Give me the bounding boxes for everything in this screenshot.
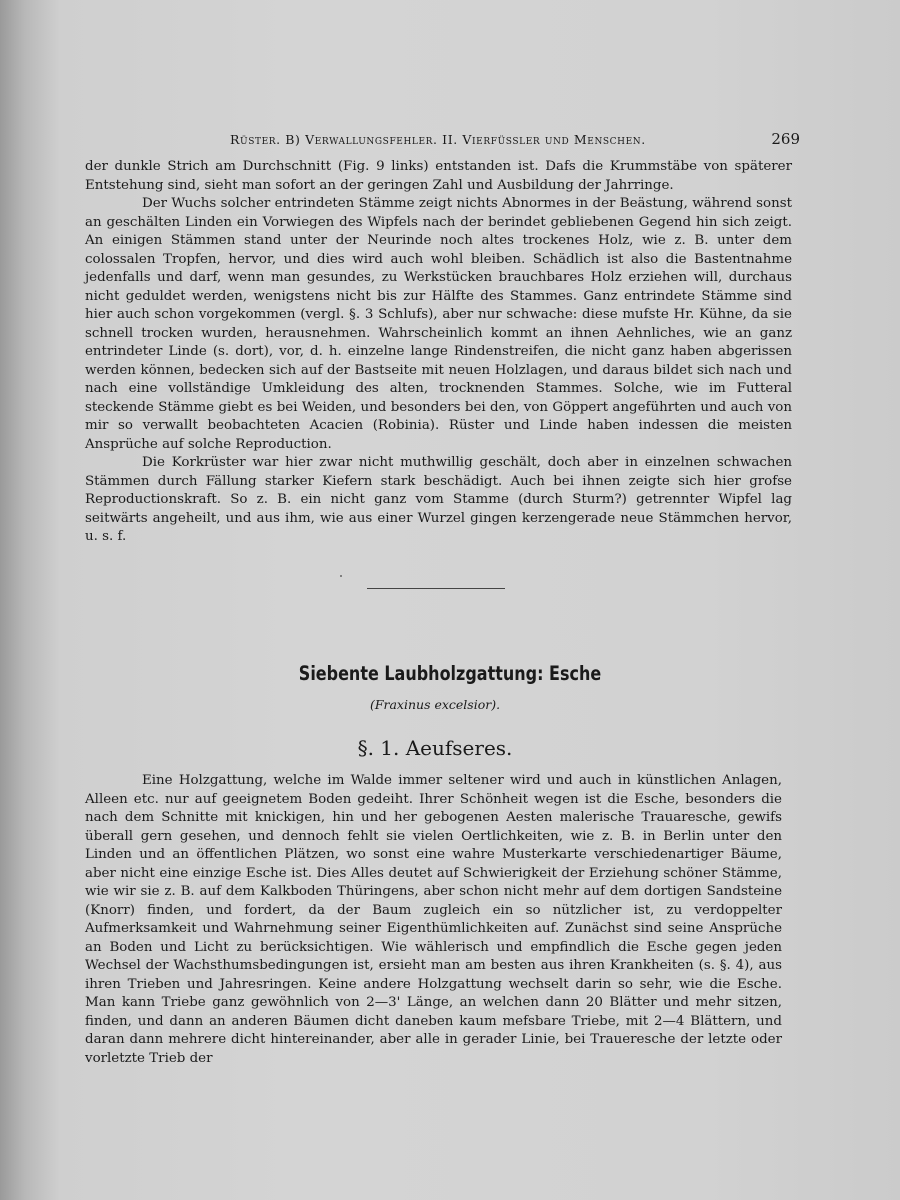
paragraph: Der Wuchs solcher entrindeten Stämme zeigt nichts Abnormes in der Beästung, während sonst an geschälten Linden ein Vorwiegen des Wipfels nach der berindet gebliebenen Gegend hin sich zeigt. An einigen Stämmen stand unter der Neurinde noch altes trockenes Holz, wie z. B. unter dem colossalen Tropfen, hervor, und dies wird auch wohl bleiben. Schädlich ist also die Bastentnahme jedenfalls und darf, wenn man gesundes, zu Werkstücken brauchbares Holz erziehen will, durchaus nicht geduldet werden, wenigstens nicht bis zur Hälfte des Stammes. Ganz entrindete Stämme sind hier auch schon vorgekommen (vergl. §. 3 Schlufs), aber nur schwache: diese mufste Hr. Kühne, da sie schnell trocken wurden, herausnehmen. Wahrscheinlich kommt an ihnen Aehnliches, wie an ganz entrindeter Linde (s. dort), vor, d. h. einzelne lange Rindenstreifen, die nicht ganz haben abgerissen werden können, bedecken sich auf der Bastseite mit neuen Holzlagen, und daraus bildet sich nach und nach eine vollständige Umkleidung des alten, trocknenden Stammes. Solche, wie im Futteral steckende Stämme giebt es bei Weiden, und besonders bei den, von Göppert angeführten und auch von mir so verwallt beobachteten Acacien (Robinia). Rüster und Linde haben indessen die meisten Ansprüche auf solche Reproduction. (85, 196, 792, 452)
running-header (230, 130, 800, 148)
page-number: 269 (771, 130, 800, 148)
section-heading: §. 1. Aeufseres. (357, 736, 513, 760)
paragraph: Die Korkrüster war hier zwar nicht muthwillig geschält, doch aber in einzelnen schwachen Stämmen durch Fällung starker Kiefern stark beschädigt. Auch bei ihnen zeigte sich hier grofse Reproductionskraft. So z. B. ein nicht ganz vom Stamme (durch Sturm?) getrennter Wipfel lag seitwärts angeheilt, und aus ihm, wie aus einer Wurzel gingen kerzengerade neue Stämmchen hervor, u. s. f. (85, 455, 792, 544)
chapter-subtitle: (Fraxinus excelsior). (369, 697, 501, 712)
body-text-top (85, 158, 792, 547)
running-title: Rüster. B) Verwallungsfehler. II. Vierfüssler und Menschen. (230, 132, 646, 147)
paragraph: Eine Holzgattung, welche im Walde immer seltener wird und auch in künstlichen Anlagen, Alleen etc. nur auf geeignetem Boden gedeiht. Ihrer Schönheit wegen ist die Esche, besonders die nach dem Schnitte mit knickigen, hin und her gebogenen Aesten malerische Trauaresche, gewifs überall gern gesehen, und dennoch fehlt sie vielen Oertlichkeiten, wie z. B. in Berlin unter den Linden und an öffentlichen Plätzen, wo sonst eine wahre Musterkarte verschiedenartiger Bäume, aber nicht eine einzige Esche ist. Dies Alles deutet auf Schwierigkeit der Erziehung schöner Stämme, wie wir sie z. B. auf dem Kalkboden Thüringens, aber schon nicht mehr auf dem dortigen Sandsteine (Knorr) finden, und fordert, da der Baum zugleich ein so nützlicher ist, zu verdoppelter Aufmerksamkeit und Wahrnehmung seiner Eigenthümlichkeiten auf. Zunächst sind seine Ansprüche an Boden und Licht zu berücksichtigen. Wie wählerisch und empfindlich die Esche gegen jeden Wechsel der Wachsthumsbedingungen ist, ersieht man am besten aus ihren Krankheiten (s. §. 4), aus ihren Trieben und Jahresringen. Keine andere Holzgattung wechselt darin so sehr, wie die Esche. Man kann Triebe ganz gewöhnlich von 2—3' Länge, an welchen dann 20 Blätter und mehr sitzen, finden, und dann an anderen Bäumen dicht daneben kaum mefsbare Triebe, mit 2—4 Blättern, und daran dann mehrere dicht hintereinander, aber alle in gerader Linie, bei Traueresche der letzte oder vorletzte Trieb der (85, 773, 782, 1066)
section-divider (367, 588, 505, 589)
body-text-bottom (85, 772, 782, 1068)
chapter-title: Siebente Laubholzgattung: Esche (298, 662, 602, 685)
speck (340, 575, 342, 577)
paragraph: der dunkle Strich am Durchschnitt (Fig. 9 links) entstanden ist. Dafs die Krummstäbe von späterer Entstehung sind, sieht man sofort an der geringen Zahl und Ausbildung der Jahrringe. (85, 159, 792, 193)
